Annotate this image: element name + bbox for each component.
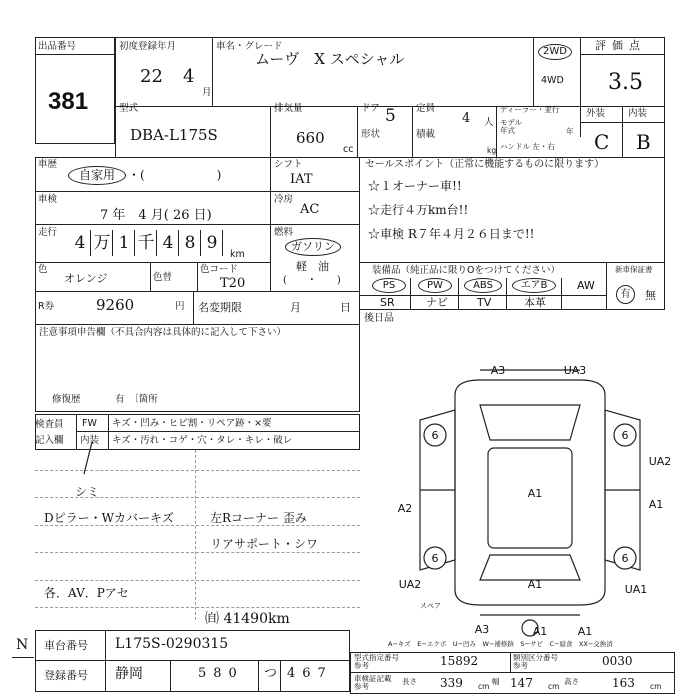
- model-name: ムーヴ X スペシャル: [255, 50, 405, 68]
- mileage-digits: [70, 230, 230, 258]
- history-rest: ・( ): [128, 168, 222, 182]
- ac-value: AC: [300, 202, 320, 217]
- model-code: DBA-L175S: [130, 126, 218, 144]
- width-label: 幅: [492, 677, 500, 686]
- car-diagram: [380, 340, 680, 640]
- equip-leather: 本革: [524, 296, 546, 309]
- displacement-label: 排気量: [274, 103, 303, 114]
- mark-a1-roof: A1: [527, 487, 543, 500]
- sales-point-3: ☆車検 R７年４月２６日まで!!: [368, 227, 535, 241]
- inspection-value: 7 年 4 月( 26 日): [100, 208, 212, 223]
- recycle-unit: 円: [175, 301, 185, 312]
- note-support: リアサポート・シワ: [210, 537, 319, 551]
- equip-ps: PS: [372, 278, 406, 293]
- first-reg-label: 初度登録年月: [119, 41, 177, 52]
- exterior-label: 外装: [586, 108, 606, 119]
- type-spec-label: 型式指定番号 参考: [354, 653, 399, 670]
- mileage-digit: 4: [158, 230, 179, 256]
- first-reg-month-unit: 月: [202, 87, 212, 98]
- shift-label: シフト: [274, 159, 303, 170]
- reg-city: 静岡: [115, 666, 143, 682]
- length-unit: cm: [478, 682, 490, 691]
- mileage-digit: 万: [92, 230, 113, 256]
- capacity-label: 定員: [416, 103, 436, 114]
- note-av: 各．AV．Pアセ: [44, 586, 129, 600]
- mark-a1-right: A1: [648, 498, 664, 511]
- color-code-label: 色コード: [200, 264, 239, 275]
- height-value: 163: [612, 676, 635, 690]
- mark-a3-rear: A3: [474, 623, 490, 636]
- sales-points-label: セールスポイント（正常に機能するものに限ります）: [365, 159, 605, 170]
- title-day-unit: 日: [340, 301, 351, 314]
- displacement-unit: cc: [343, 144, 354, 155]
- capacity-value: 4: [462, 111, 471, 126]
- mileage-digit: 9: [202, 230, 223, 256]
- lot-label: 出品番号: [38, 41, 77, 52]
- title-month-unit: 月: [290, 301, 301, 314]
- length-label: 長さ: [402, 677, 417, 686]
- n-mark: N: [16, 637, 29, 653]
- entry-label: 記入欄: [35, 435, 64, 446]
- mark-ua2-left: UA2: [398, 578, 422, 591]
- legend-row2: キズ・汚れ・コゲ・穴・タレ・キレ・破レ: [112, 435, 293, 446]
- title-expiry-label: 名変期限: [198, 301, 242, 314]
- color-label: 色: [38, 264, 48, 275]
- odometer-note: ㉂ 41490km: [205, 611, 290, 627]
- load-unit: kg: [487, 146, 497, 155]
- sales-point-1: ☆１オーナー車!!: [368, 179, 462, 193]
- first-reg-year: 22: [140, 66, 163, 87]
- legend-row1: キズ・凹み・ヒビ割・リペア跡・×要: [112, 418, 272, 429]
- equip-tv: TV: [477, 296, 492, 309]
- reg-label: 登録番号: [44, 669, 88, 682]
- entry-interior-label: 内装: [80, 435, 100, 446]
- repair-value: 有 〔箇所: [115, 394, 158, 405]
- equip-abs: ABS: [464, 278, 502, 293]
- mark-a3-front: A3: [490, 364, 506, 377]
- capacity-unit: 人: [484, 117, 494, 128]
- score-label: 評価点: [595, 39, 646, 52]
- reg-kana: つ: [264, 666, 278, 681]
- reg-num: 467: [287, 666, 333, 681]
- fw-label: FW: [82, 418, 97, 429]
- sales-point-2: ☆走行４万km台!!: [368, 203, 469, 217]
- note-corner: 左Rコーナー 歪み: [210, 511, 307, 525]
- type-spec-value: 15892: [440, 654, 479, 668]
- warranty-label: 新車保証書: [615, 265, 653, 274]
- mileage-digit: 1: [114, 230, 135, 256]
- shape-label: 形状: [361, 129, 381, 140]
- color-value: オレンジ: [64, 272, 108, 285]
- chassis-label: 車台番号: [44, 639, 88, 652]
- model-name-label: 車名・グレード: [216, 41, 283, 52]
- class-label: 類別区分番号 参考: [513, 653, 558, 670]
- fuel-diesel: 軽 油: [296, 260, 329, 273]
- equip-navi: ナビ: [426, 296, 448, 309]
- class-value: 0030: [602, 654, 633, 668]
- inspector-label: 検査員: [35, 419, 64, 430]
- fuel-other: ( ・ ): [283, 275, 341, 286]
- dealer-label: ディーラー・並行: [500, 105, 560, 114]
- drive-2wd: 2WD: [538, 44, 572, 60]
- mark-a1-rear-bumper: A1: [532, 625, 548, 638]
- ac-label: 冷房: [274, 194, 294, 205]
- vehicle-reg-label: 車検証記載 参考: [354, 674, 392, 691]
- equip-airbag: エアB: [512, 278, 556, 293]
- interior-label: 内装: [628, 108, 648, 119]
- mileage-digit: 千: [136, 230, 157, 256]
- note-pillar: Dピラー・Wカバーキズ: [44, 511, 174, 525]
- height-label: 高さ: [564, 677, 579, 686]
- mileage-digit: 8: [180, 230, 201, 256]
- displacement: 660: [296, 129, 325, 147]
- mileage-label: 走行: [38, 227, 58, 238]
- mark-ua2-right: UA2: [648, 455, 672, 468]
- shift-value: IAT: [290, 172, 313, 187]
- lot-number: 381: [48, 88, 89, 115]
- fuel-label: 燃料: [274, 227, 294, 238]
- recycle-value: 9260: [96, 296, 135, 314]
- history-label: 車歴: [38, 159, 58, 170]
- notice-label: 注意事項申告欄（不具合内容は具体的に記入して下さい）: [39, 327, 287, 338]
- mark-ua1-right: UA1: [624, 583, 648, 596]
- mark-6-rr: 6: [621, 552, 629, 565]
- mileage-digit: 4: [70, 230, 91, 256]
- mark-6-fr: 6: [621, 429, 629, 442]
- score-value: 3.5: [608, 70, 643, 95]
- warranty-yes: 有: [616, 285, 635, 304]
- drive-4wd: 4WD: [541, 75, 564, 86]
- reg-class: 580: [198, 666, 244, 681]
- mark-6-rl: 6: [431, 552, 439, 565]
- equip-sr: SR: [380, 296, 395, 309]
- rear-items-label: 後日品: [364, 313, 394, 324]
- repair-label: 修復歴: [52, 394, 81, 405]
- equip-aw: AW: [577, 279, 595, 292]
- mark-ua3-front: UA3: [563, 364, 587, 377]
- inspection-label: 車検: [38, 194, 58, 205]
- mark-a2-left: A2: [397, 502, 413, 515]
- header-row: [115, 37, 665, 107]
- width-unit: cm: [548, 682, 560, 691]
- mark-a1-rear-right: A1: [577, 625, 593, 638]
- history-value: 自家用: [68, 166, 126, 185]
- damage-legend: A−キズ E−エクボ U−凹み W−補修跡 S−サビ C−腐食 XX−交換済: [388, 640, 613, 648]
- interior-grade: B: [636, 130, 651, 154]
- chassis-value: L175S-0290315: [115, 636, 229, 652]
- equip-pw: PW: [418, 278, 452, 293]
- doors-label: ドア: [361, 103, 380, 114]
- first-reg-month: 4: [183, 66, 195, 87]
- color-change-label: 色替: [153, 272, 173, 283]
- equipment-label: 装備品（純正品に限りОをつけてください）: [372, 265, 560, 276]
- warranty-no: 無: [645, 289, 656, 302]
- recycle-label: R券: [38, 301, 55, 312]
- fuel-gasoline: ガソリン: [285, 238, 341, 256]
- color-code: T20: [220, 276, 246, 291]
- mark-6-fl: 6: [431, 429, 439, 442]
- doors-value: 5: [385, 106, 396, 126]
- model-year-unit: 年: [566, 127, 574, 136]
- note-stain: シミ: [75, 485, 100, 499]
- mark-a1-rear: A1: [527, 578, 543, 591]
- width-value: 147: [510, 676, 533, 690]
- height-unit: cm: [650, 682, 662, 691]
- model-year-label: モデル 年式: [500, 118, 523, 135]
- handle-label: ハンドル 左・右: [500, 142, 555, 151]
- handwriting-arrow: [70, 440, 110, 480]
- length-value: 339: [440, 676, 463, 690]
- model-code-label: 型式: [119, 103, 139, 114]
- load-label: 積載: [416, 129, 436, 140]
- exterior-grade: C: [594, 130, 610, 154]
- spare-label: スペア: [420, 602, 441, 610]
- mileage-unit: km: [230, 249, 245, 260]
